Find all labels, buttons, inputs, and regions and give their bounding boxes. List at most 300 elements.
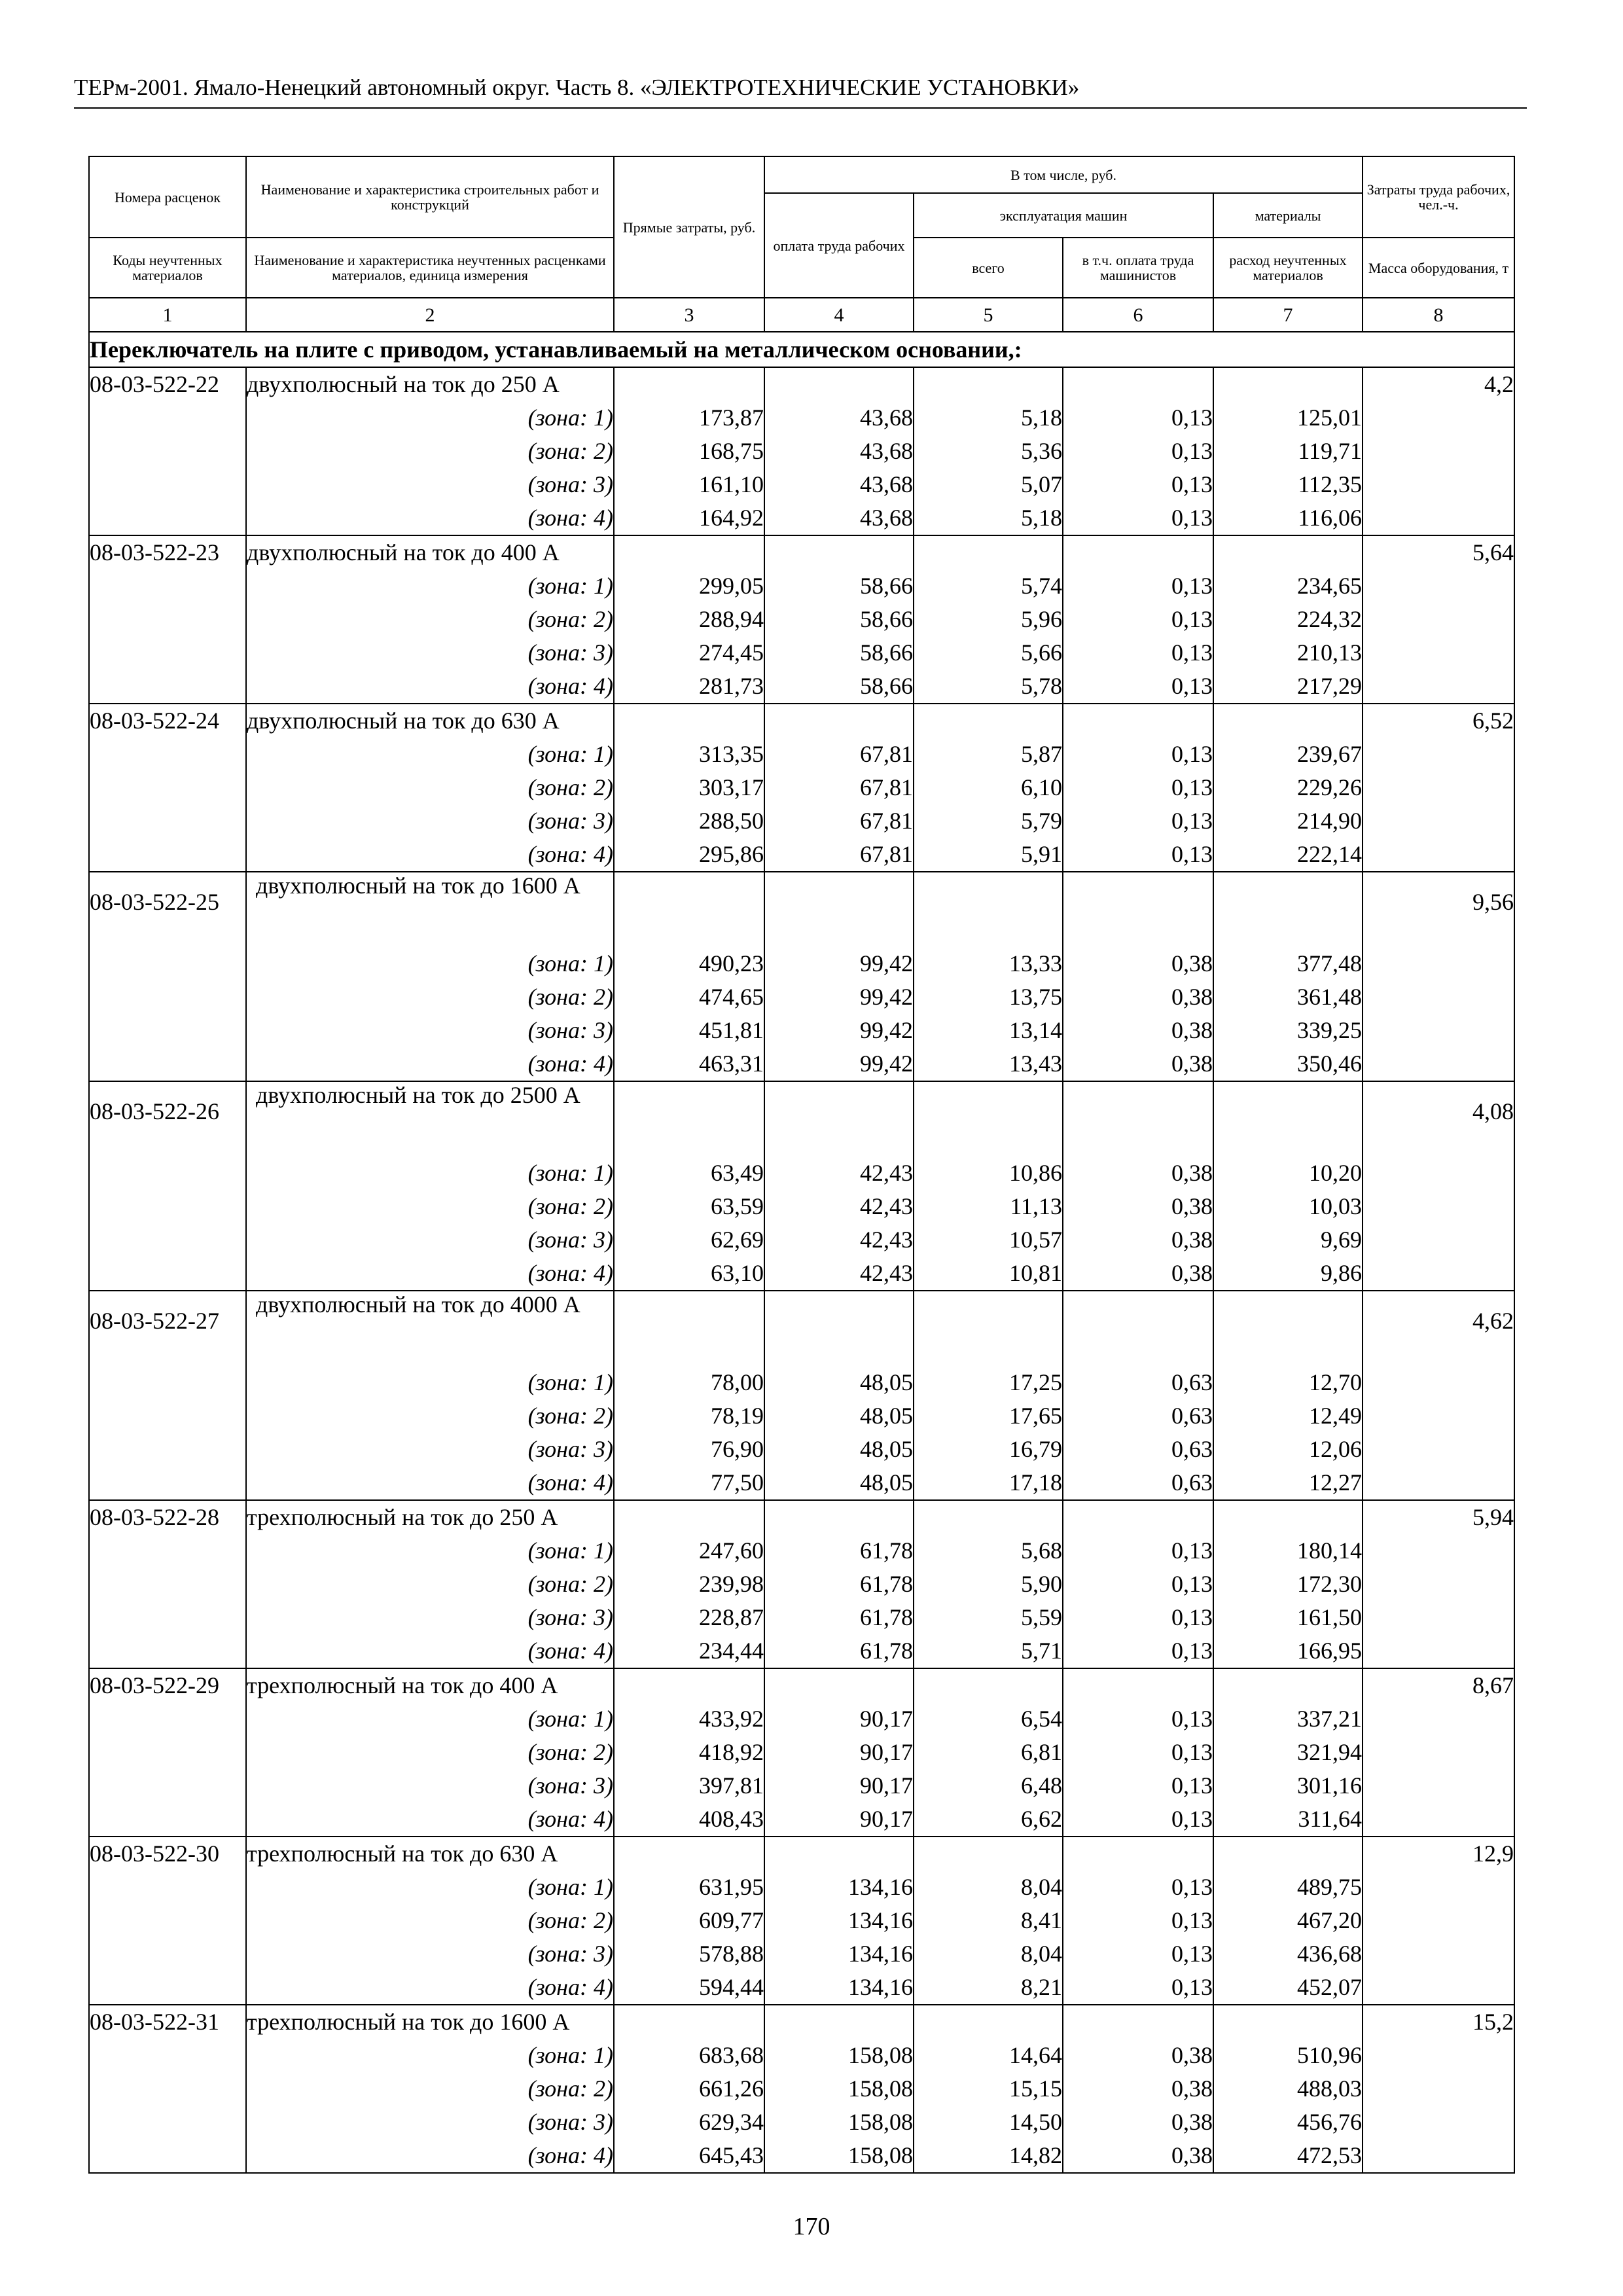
zone-row <box>89 435 1514 468</box>
section-title: Переключатель на плите с приводом, устанавливаемый на металлическом основании,: <box>89 332 1514 367</box>
materials-cost: 12,49 <box>1213 1399 1363 1433</box>
machines-total: 5,96 <box>914 603 1063 636</box>
labor-pay: 158,08 <box>764 2139 914 2173</box>
section-header <box>89 332 1514 367</box>
operators-pay: 0,38 <box>1063 1047 1213 1081</box>
table-header <box>89 156 1514 332</box>
empty-cell <box>1363 1736 1514 1769</box>
materials-cost: 166,95 <box>1213 1634 1363 1668</box>
direct-cost: 295,86 <box>614 838 764 872</box>
col-header-unaccounted-materials: расход неучтенных материалов <box>1213 238 1363 298</box>
zone-label: (зона: 2) <box>246 980 614 1014</box>
direct-cost: 161,10 <box>614 468 764 501</box>
empty-cell <box>89 1736 246 1769</box>
labor-pay: 48,05 <box>764 1466 914 1500</box>
machines-total: 17,18 <box>914 1466 1063 1500</box>
materials-cost: 9,69 <box>1213 1223 1363 1257</box>
zone-label: (зона: 1) <box>246 2039 614 2072</box>
materials-cost: 10,20 <box>1213 1157 1363 1190</box>
zone-row <box>89 1601 1514 1634</box>
col-header-group: В том числе, руб. <box>764 156 1363 193</box>
direct-cost: 76,90 <box>614 1433 764 1466</box>
materials-cost: 361,48 <box>1213 980 1363 1014</box>
empty-cell <box>1363 980 1514 1014</box>
labor-pay: 90,17 <box>764 1736 914 1769</box>
empty-cell <box>1363 1769 1514 1803</box>
empty-cell <box>89 1433 246 1466</box>
empty-cell <box>1363 603 1514 636</box>
empty-cell <box>89 1257 246 1291</box>
zone-label: (зона: 2) <box>246 2072 614 2106</box>
machines-total: 8,21 <box>914 1971 1063 2005</box>
zone-row <box>89 1534 1514 1568</box>
direct-cost: 645,43 <box>614 2139 764 2173</box>
empty-cell <box>1363 1433 1514 1466</box>
operators-pay: 0,13 <box>1063 1736 1213 1769</box>
empty-cell <box>914 872 1063 947</box>
direct-cost: 408,43 <box>614 1803 764 1837</box>
zone-row <box>89 2106 1514 2139</box>
direct-cost: 303,17 <box>614 771 764 804</box>
zone-label: (зона: 1) <box>246 569 614 603</box>
empty-cell <box>89 2039 246 2072</box>
materials-cost: 12,70 <box>1213 1366 1363 1399</box>
empty-cell <box>1063 704 1213 738</box>
empty-cell <box>89 1904 246 1937</box>
empty-cell <box>614 2005 764 2039</box>
operators-pay: 0,13 <box>1063 804 1213 838</box>
zone-row <box>89 1702 1514 1736</box>
empty-cell <box>1363 1601 1514 1634</box>
labor-pay: 43,68 <box>764 501 914 535</box>
materials-cost: 337,21 <box>1213 1702 1363 1736</box>
zone-row <box>89 1568 1514 1601</box>
materials-cost: 467,20 <box>1213 1904 1363 1937</box>
empty-cell <box>1363 2106 1514 2139</box>
col-number: 5 <box>914 298 1063 332</box>
empty-cell <box>89 1601 246 1634</box>
materials-cost: 217,29 <box>1213 670 1363 704</box>
zone-label: (зона: 1) <box>246 738 614 771</box>
materials-cost: 224,32 <box>1213 603 1363 636</box>
operators-pay: 0,38 <box>1063 2139 1213 2173</box>
col-number: 3 <box>614 298 764 332</box>
zone-row <box>89 1937 1514 1971</box>
direct-cost: 474,65 <box>614 980 764 1014</box>
table-row <box>89 535 1514 569</box>
operators-pay: 0,13 <box>1063 1769 1213 1803</box>
table-row <box>89 1500 1514 1534</box>
empty-cell <box>614 1500 764 1534</box>
empty-cell <box>764 535 914 569</box>
zone-label: (зона: 4) <box>246 670 614 704</box>
zone-label: (зона: 2) <box>246 435 614 468</box>
zone-row <box>89 947 1514 980</box>
empty-cell <box>764 2005 914 2039</box>
empty-cell <box>1363 1047 1514 1081</box>
labor-pay: 67,81 <box>764 804 914 838</box>
direct-cost: 451,81 <box>614 1014 764 1047</box>
direct-cost: 228,87 <box>614 1601 764 1634</box>
labor-pay: 134,16 <box>764 1904 914 1937</box>
machines-total: 11,13 <box>914 1190 1063 1223</box>
zone-row <box>89 2072 1514 2106</box>
zone-label: (зона: 1) <box>246 1702 614 1736</box>
col-header-direct: Прямые затраты, руб. <box>614 156 764 298</box>
direct-cost: 683,68 <box>614 2039 764 2072</box>
machines-total: 5,36 <box>914 435 1063 468</box>
empty-cell <box>764 1837 914 1871</box>
labor-pay: 58,66 <box>764 670 914 704</box>
empty-cell <box>1363 1568 1514 1601</box>
machines-total: 10,86 <box>914 1157 1063 1190</box>
zone-label: (зона: 1) <box>246 401 614 435</box>
zone-label: (зона: 2) <box>246 603 614 636</box>
labor-pay: 42,43 <box>764 1257 914 1291</box>
direct-cost: 288,50 <box>614 804 764 838</box>
machines-total: 13,43 <box>914 1047 1063 1081</box>
empty-cell <box>89 468 246 501</box>
materials-cost: 172,30 <box>1213 1568 1363 1601</box>
zone-row <box>89 804 1514 838</box>
empty-cell <box>1363 2039 1514 2072</box>
zone-label: (зона: 4) <box>246 501 614 535</box>
empty-cell <box>1363 1971 1514 2005</box>
empty-cell <box>614 704 764 738</box>
empty-cell <box>614 535 764 569</box>
equipment-mass: 15,2 <box>1363 2005 1514 2039</box>
direct-cost: 168,75 <box>614 435 764 468</box>
empty-cell <box>1363 636 1514 670</box>
materials-cost: 10,03 <box>1213 1190 1363 1223</box>
col-number: 4 <box>764 298 914 332</box>
empty-cell <box>1363 1157 1514 1190</box>
empty-cell <box>1213 1668 1363 1702</box>
zone-row <box>89 1871 1514 1904</box>
materials-cost: 510,96 <box>1213 2039 1363 2072</box>
labor-pay: 58,66 <box>764 603 914 636</box>
labor-pay: 61,78 <box>764 1568 914 1601</box>
zone-label: (зона: 2) <box>246 1190 614 1223</box>
operators-pay: 0,38 <box>1063 1190 1213 1223</box>
empty-cell <box>89 771 246 804</box>
empty-cell <box>764 367 914 401</box>
empty-cell <box>914 1837 1063 1871</box>
labor-pay: 134,16 <box>764 1871 914 1904</box>
zone-label: (зона: 3) <box>246 1601 614 1634</box>
empty-cell <box>1363 569 1514 603</box>
labor-pay: 48,05 <box>764 1433 914 1466</box>
zone-row <box>89 468 1514 501</box>
col-header-operators: в т.ч. оплата труда машинистов <box>1063 238 1213 298</box>
operators-pay: 0,38 <box>1063 1014 1213 1047</box>
labor-pay: 43,68 <box>764 401 914 435</box>
zone-label: (зона: 3) <box>246 1223 614 1257</box>
direct-cost: 661,26 <box>614 2072 764 2106</box>
zone-label: (зона: 1) <box>246 1366 614 1399</box>
operators-pay: 0,13 <box>1063 636 1213 670</box>
empty-cell <box>1363 2072 1514 2106</box>
machines-total: 13,14 <box>914 1014 1063 1047</box>
work-name: двухполюсный на ток до 1600 А <box>246 872 614 947</box>
empty-cell <box>89 1366 246 1399</box>
empty-cell <box>1063 1081 1213 1157</box>
zone-row <box>89 1634 1514 1668</box>
direct-cost: 63,59 <box>614 1190 764 1223</box>
direct-cost: 631,95 <box>614 1871 764 1904</box>
empty-cell <box>1363 1534 1514 1568</box>
empty-cell <box>1363 1937 1514 1971</box>
materials-cost: 9,86 <box>1213 1257 1363 1291</box>
empty-cell <box>89 2072 246 2106</box>
zone-label: (зона: 1) <box>246 1157 614 1190</box>
direct-cost: 239,98 <box>614 1568 764 1601</box>
work-name: трехполюсный на ток до 250 А <box>246 1500 614 1534</box>
empty-cell <box>1213 704 1363 738</box>
empty-cell <box>89 1014 246 1047</box>
zone-row <box>89 1399 1514 1433</box>
labor-pay: 99,42 <box>764 1047 914 1081</box>
empty-cell <box>1363 838 1514 872</box>
table-row <box>89 367 1514 401</box>
zone-row <box>89 2039 1514 2072</box>
zone-row <box>89 1014 1514 1047</box>
operators-pay: 0,13 <box>1063 468 1213 501</box>
labor-pay: 67,81 <box>764 771 914 804</box>
empty-cell <box>89 1534 246 1568</box>
materials-cost: 234,65 <box>1213 569 1363 603</box>
zone-label: (зона: 1) <box>246 947 614 980</box>
zone-row <box>89 1190 1514 1223</box>
empty-cell <box>1363 1014 1514 1047</box>
materials-cost: 125,01 <box>1213 401 1363 435</box>
zone-label: (зона: 2) <box>246 1399 614 1433</box>
equipment-mass: 4,2 <box>1363 367 1514 401</box>
empty-cell <box>1213 367 1363 401</box>
machines-total: 5,59 <box>914 1601 1063 1634</box>
labor-pay: 67,81 <box>764 838 914 872</box>
direct-cost: 173,87 <box>614 401 764 435</box>
col-header-material-codes: Коды неучтенных материалов <box>89 238 246 298</box>
labor-pay: 99,42 <box>764 947 914 980</box>
col-header-labor-cost: Затраты труда рабочих, чел.-ч. <box>1363 156 1514 238</box>
empty-cell <box>614 367 764 401</box>
operators-pay: 0,13 <box>1063 1702 1213 1736</box>
materials-cost: 12,06 <box>1213 1433 1363 1466</box>
operators-pay: 0,13 <box>1063 771 1213 804</box>
labor-pay: 43,68 <box>764 468 914 501</box>
zone-row <box>89 1047 1514 1081</box>
operators-pay: 0,13 <box>1063 1568 1213 1601</box>
zone-label: (зона: 3) <box>246 1769 614 1803</box>
operators-pay: 0,13 <box>1063 670 1213 704</box>
empty-cell <box>914 1291 1063 1366</box>
materials-cost: 452,07 <box>1213 1971 1363 2005</box>
zone-row <box>89 2139 1514 2173</box>
empty-cell <box>89 1702 246 1736</box>
empty-cell <box>1363 1634 1514 1668</box>
direct-cost: 313,35 <box>614 738 764 771</box>
work-name: двухполюсный на ток до 400 А <box>246 535 614 569</box>
machines-total: 5,87 <box>914 738 1063 771</box>
work-name: трехполюсный на ток до 400 А <box>246 1668 614 1702</box>
col-number: 6 <box>1063 298 1213 332</box>
machines-total: 5,79 <box>914 804 1063 838</box>
empty-cell <box>89 2106 246 2139</box>
zone-row <box>89 1223 1514 1257</box>
empty-cell <box>1213 2005 1363 2039</box>
equipment-mass: 4,62 <box>1363 1291 1514 1366</box>
operators-pay: 0,38 <box>1063 1157 1213 1190</box>
rates-table <box>88 156 1515 2174</box>
operators-pay: 0,63 <box>1063 1399 1213 1433</box>
empty-cell <box>89 838 246 872</box>
labor-pay: 134,16 <box>764 1937 914 1971</box>
document-title: ТЕРм-2001. Ямало-Ненецкий автономный округ. Часть 8. «ЭЛЕКТРОТЕХНИЧЕСКИЕ УСТАНОВКИ» <box>74 75 1080 100</box>
operators-pay: 0,13 <box>1063 501 1213 535</box>
empty-cell <box>1213 535 1363 569</box>
zone-label: (зона: 1) <box>246 1534 614 1568</box>
direct-cost: 78,19 <box>614 1399 764 1433</box>
zone-row <box>89 1366 1514 1399</box>
zone-label: (зона: 2) <box>246 1736 614 1769</box>
empty-cell <box>914 1500 1063 1534</box>
operators-pay: 0,38 <box>1063 980 1213 1014</box>
machines-total: 5,90 <box>914 1568 1063 1601</box>
zone-label: (зона: 4) <box>246 1047 614 1081</box>
direct-cost: 418,92 <box>614 1736 764 1769</box>
machines-total: 6,54 <box>914 1702 1063 1736</box>
labor-pay: 90,17 <box>764 1769 914 1803</box>
empty-cell <box>1213 1291 1363 1366</box>
empty-cell <box>89 1466 246 1500</box>
direct-cost: 594,44 <box>614 1971 764 2005</box>
labor-pay: 58,66 <box>764 569 914 603</box>
labor-pay: 99,42 <box>764 980 914 1014</box>
machines-total: 13,75 <box>914 980 1063 1014</box>
empty-cell <box>764 1291 914 1366</box>
empty-cell <box>1363 468 1514 501</box>
empty-cell <box>1213 1500 1363 1534</box>
materials-cost: 321,94 <box>1213 1736 1363 1769</box>
materials-cost: 229,26 <box>1213 771 1363 804</box>
empty-cell <box>89 1803 246 1837</box>
col-header-machines-total: всего <box>914 238 1063 298</box>
materials-cost: 456,76 <box>1213 2106 1363 2139</box>
zone-label: (зона: 4) <box>246 838 614 872</box>
empty-cell <box>914 1081 1063 1157</box>
machines-total: 6,81 <box>914 1736 1063 1769</box>
direct-cost: 288,94 <box>614 603 764 636</box>
empty-cell <box>1063 872 1213 947</box>
materials-cost: 436,68 <box>1213 1937 1363 1971</box>
materials-cost: 488,03 <box>1213 2072 1363 2106</box>
empty-cell <box>89 1223 246 1257</box>
zone-row <box>89 1736 1514 1769</box>
zone-row <box>89 670 1514 704</box>
empty-cell <box>89 804 246 838</box>
zone-row <box>89 838 1514 872</box>
work-name: трехполюсный на ток до 1600 А <box>246 2005 614 2039</box>
labor-pay: 61,78 <box>764 1634 914 1668</box>
zone-label: (зона: 3) <box>246 636 614 670</box>
table-row <box>89 1291 1514 1366</box>
empty-cell <box>89 435 246 468</box>
empty-cell <box>1063 1837 1213 1871</box>
operators-pay: 0,38 <box>1063 1257 1213 1291</box>
machines-total: 17,65 <box>914 1399 1063 1433</box>
table-row <box>89 704 1514 738</box>
table-row <box>89 1837 1514 1871</box>
direct-cost: 609,77 <box>614 1904 764 1937</box>
empty-cell <box>764 1500 914 1534</box>
machines-total: 8,04 <box>914 1937 1063 1971</box>
materials-cost: 12,27 <box>1213 1466 1363 1500</box>
zone-label: (зона: 1) <box>246 1871 614 1904</box>
col-number: 8 <box>1363 298 1514 332</box>
table-row <box>89 872 1514 947</box>
materials-cost: 350,46 <box>1213 1047 1363 1081</box>
materials-cost: 180,14 <box>1213 1534 1363 1568</box>
empty-cell <box>1363 1223 1514 1257</box>
zone-row <box>89 980 1514 1014</box>
empty-cell <box>89 603 246 636</box>
rate-code: 08-03-522-24 <box>89 704 246 738</box>
machines-total: 5,68 <box>914 1534 1063 1568</box>
col-header-code: Номера расценок <box>89 156 246 238</box>
empty-cell <box>1363 1871 1514 1904</box>
operators-pay: 0,13 <box>1063 1937 1213 1971</box>
empty-cell <box>764 872 914 947</box>
labor-pay: 61,78 <box>764 1534 914 1568</box>
zone-label: (зона: 3) <box>246 1937 614 1971</box>
empty-cell <box>1363 1366 1514 1399</box>
col-header-materials: материалы <box>1213 193 1363 238</box>
zone-row <box>89 1971 1514 2005</box>
zone-label: (зона: 3) <box>246 2106 614 2139</box>
direct-cost: 281,73 <box>614 670 764 704</box>
operators-pay: 0,13 <box>1063 1534 1213 1568</box>
empty-cell <box>1363 501 1514 535</box>
empty-cell <box>1363 804 1514 838</box>
direct-cost: 578,88 <box>614 1937 764 1971</box>
zone-row <box>89 1257 1514 1291</box>
operators-pay: 0,13 <box>1063 838 1213 872</box>
equipment-mass: 8,67 <box>1363 1668 1514 1702</box>
machines-total: 5,74 <box>914 569 1063 603</box>
empty-cell <box>89 1399 246 1433</box>
zone-label: (зона: 3) <box>246 804 614 838</box>
zone-row <box>89 1769 1514 1803</box>
zone-label: (зона: 4) <box>246 1634 614 1668</box>
empty-cell <box>89 670 246 704</box>
machines-total: 8,04 <box>914 1871 1063 1904</box>
labor-pay: 90,17 <box>764 1803 914 1837</box>
col-header-machines: эксплуатация машин <box>914 193 1213 238</box>
direct-cost: 63,49 <box>614 1157 764 1190</box>
empty-cell <box>764 704 914 738</box>
zone-row <box>89 1157 1514 1190</box>
rate-code: 08-03-522-22 <box>89 367 246 401</box>
machines-total: 10,81 <box>914 1257 1063 1291</box>
empty-cell <box>89 1937 246 1971</box>
machines-total: 5,78 <box>914 670 1063 704</box>
equipment-mass: 6,52 <box>1363 704 1514 738</box>
rate-code: 08-03-522-30 <box>89 1837 246 1871</box>
empty-cell <box>1363 401 1514 435</box>
zone-row <box>89 1803 1514 1837</box>
operators-pay: 0,13 <box>1063 1601 1213 1634</box>
